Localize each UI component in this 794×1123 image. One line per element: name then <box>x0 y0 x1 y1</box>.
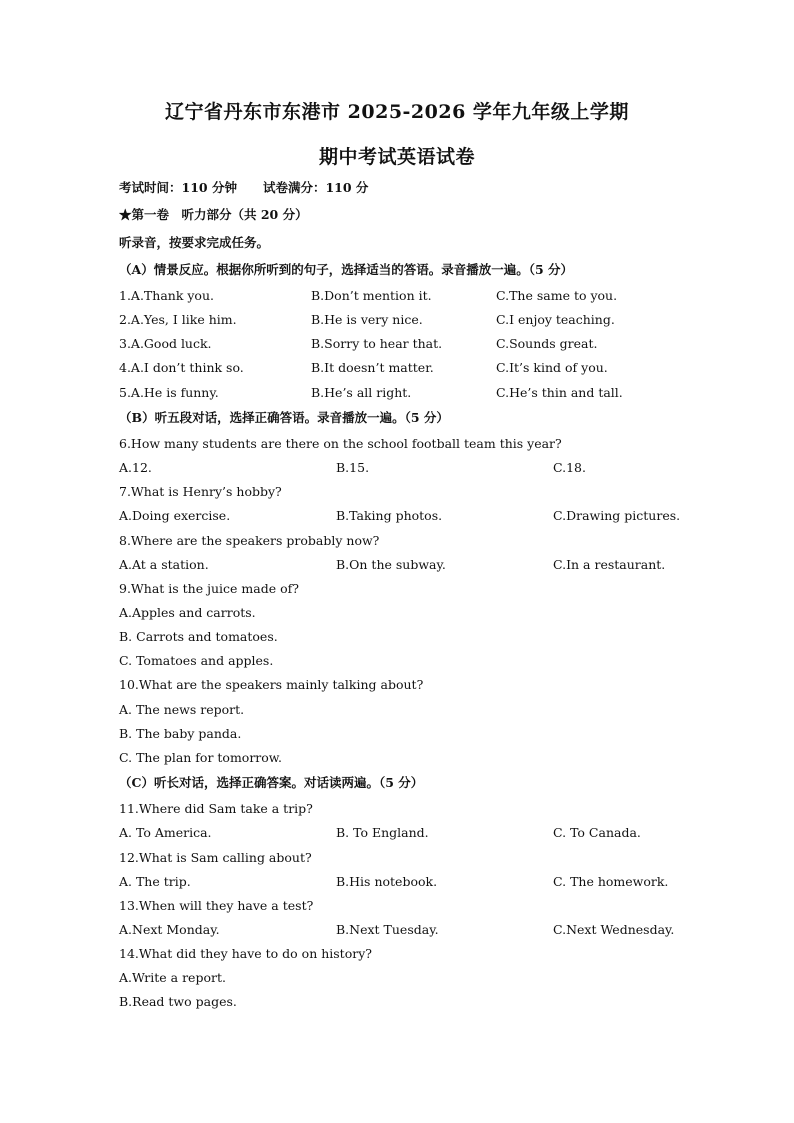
question-11: 11.Where did Sam take a trip? <box>119 801 313 816</box>
option-c: C. The plan for tomorrow. <box>119 750 282 765</box>
exam-info <box>119 180 368 196</box>
question-14: 14.What did they have to do on history? <box>119 946 372 961</box>
exam-title-line2: 期中考试英语试卷 <box>318 146 475 168</box>
option-b: B.Sorry to hear that. <box>311 336 443 351</box>
option-c: C. Tomatoes and apples. <box>119 653 274 668</box>
option-b: B.Read two pages. <box>119 994 237 1009</box>
option-a: 5.A.He is funny. <box>119 385 219 400</box>
option-c: C.The same to you. <box>496 288 618 303</box>
section-b-heading: （B）听五段对话，选择正确答语。录音播放一遍。（5 分） <box>119 410 449 425</box>
question-7: 7.What is Henry’s hobby? <box>119 484 282 499</box>
option-a: 3.A.Good luck. <box>119 336 212 351</box>
option-a: A.Write a report. <box>119 970 226 985</box>
option-c: C.He’s thin and tall. <box>496 385 623 400</box>
option-a: A. To America. <box>119 825 212 840</box>
question-12: 12.What is Sam calling about? <box>119 850 312 865</box>
option-c: C.I enjoy teaching. <box>496 312 615 327</box>
option-a: A. The news report. <box>119 702 245 717</box>
option-c: C. The homework. <box>553 874 669 889</box>
question-9: 9.What is the juice made of? <box>119 581 299 596</box>
section-c-heading: （C）听长对话，选择正确答案。对话读两遍。（5 分） <box>119 775 424 790</box>
option-b: B. Carrots and tomatoes. <box>119 629 278 644</box>
exam-title-line1: 辽宁省丹东市东港市 2025-2026 学年九年级上学期 <box>165 101 629 123</box>
part1-heading: ★第一卷 听力部分（共 20 分） <box>119 207 308 222</box>
option-b: B.On the subway. <box>336 557 446 572</box>
section-a-heading: （A）情景反应。根据你所听到的句子，选择适当的答语。录音播放一遍。（5 分） <box>119 262 573 277</box>
option-b: B.It doesn’t matter. <box>311 360 434 375</box>
exam-time: 考试时间：110 分钟 <box>119 180 237 195</box>
option-b: B.Taking photos. <box>336 508 443 523</box>
option-c: C.Drawing pictures. <box>553 508 681 523</box>
option-c: C.In a restaurant. <box>553 557 666 572</box>
option-c: C. To Canada. <box>553 825 641 840</box>
option-b: B.His notebook. <box>336 874 438 889</box>
option-b: B.He is very nice. <box>311 312 423 327</box>
option-c: C.Next Wednesday. <box>553 922 675 937</box>
option-c: C.Sounds great. <box>496 336 598 351</box>
option-a: A.12. <box>119 460 152 475</box>
option-a: A.Doing exercise. <box>119 508 231 523</box>
option-b: B.He’s all right. <box>311 385 412 400</box>
option-a: A.Apples and carrots. <box>119 605 256 620</box>
option-c: C.It’s kind of you. <box>496 360 608 375</box>
instruction: 听录音，按要求完成任务。 <box>119 235 270 250</box>
option-a: A.Next Monday. <box>119 922 220 937</box>
exam-score: 试卷满分：110 分 <box>262 180 369 195</box>
option-b: B.Next Tuesday. <box>336 922 439 937</box>
question-6: 6.How many students are there on the school football team this year? <box>119 436 562 451</box>
option-a: 4.A.I don’t think so. <box>119 360 244 375</box>
option-a: 1.A.Thank you. <box>119 288 214 303</box>
option-b: B.15. <box>336 460 370 475</box>
question-10: 10.What are the speakers mainly talking about? <box>119 677 424 692</box>
option-a: 2.A.Yes, I like him. <box>119 312 237 327</box>
option-b: B.Don’t mention it. <box>311 288 432 303</box>
option-a: A. The trip. <box>119 874 191 889</box>
option-c: C.18. <box>553 460 586 475</box>
option-b: B. To England. <box>336 825 429 840</box>
question-8: 8.Where are the speakers probably now? <box>119 533 380 548</box>
option-b: B. The baby panda. <box>119 726 242 741</box>
option-a: A.At a station. <box>119 557 209 572</box>
question-13: 13.When will they have a test? <box>119 898 314 913</box>
